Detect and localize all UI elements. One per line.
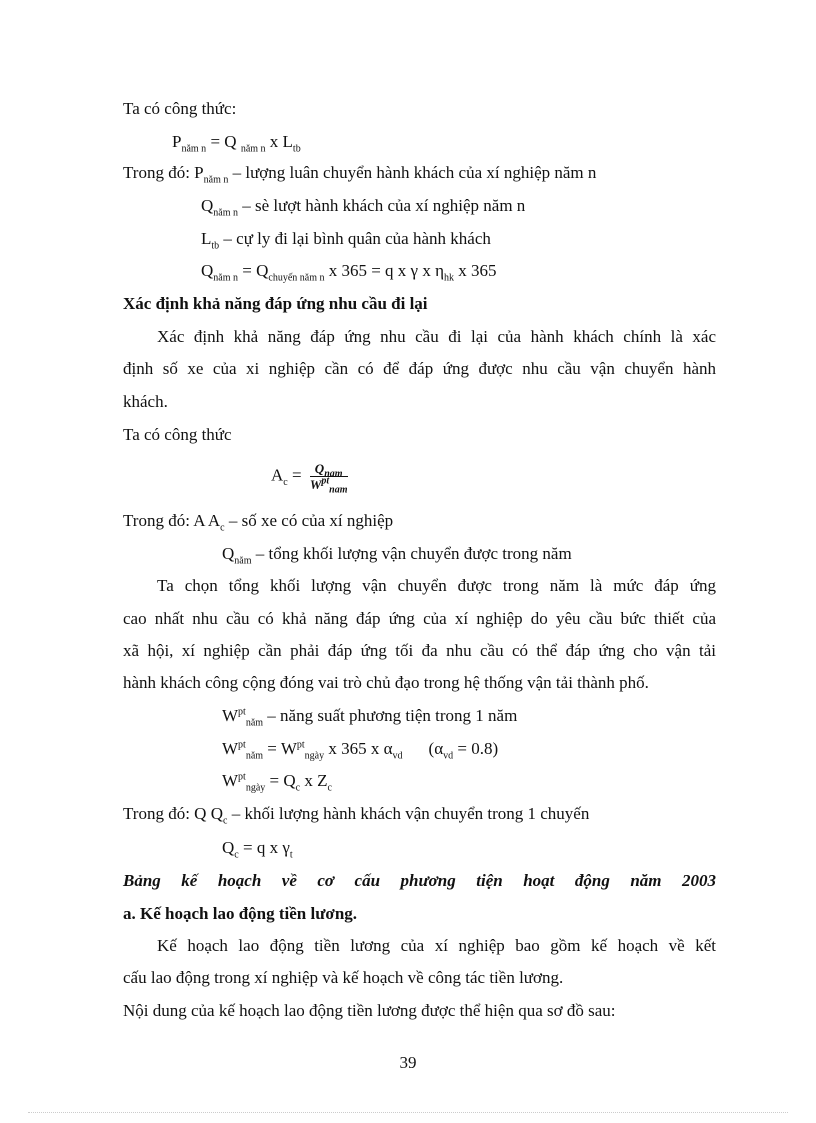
text-line: Trong đó: $P_{năm n}$ – lượng luân chuyển hành khách của xí nghiệp năm n: [123, 163, 597, 186]
text-line: $L_{tb}$ – cự ly đi lại bình quân của hành khách: [201, 229, 491, 252]
paragraph-line: Nội dung của kế hoạch lao động tiền lương được thể hiện qua sơ đồ sau:: [123, 1001, 616, 1020]
formula-w-day: $W^{pt}_{ngày} = Q_c$ x $Z_c$: [222, 771, 332, 794]
paragraph-line: Ta chọn tổng khối lượng vận chuyển được trong năm là mức đáp ứng: [157, 576, 716, 595]
text-line: Ta có công thức: [123, 425, 232, 444]
paragraph-line: cao nhất nhu cầu có khả năng đáp ứng của xí nghiệp do yêu cầu bức thiết của: [123, 609, 716, 628]
page-number: 39: [399, 1053, 417, 1072]
paragraph-line: xã hội, xí nghiệp cần phải đáp ứng tối đa nhu cầu có thể đáp ứng cho vận tải: [123, 641, 716, 660]
section-heading: Xác định khả năng đáp ứng nhu cầu đi lại: [123, 294, 428, 313]
formula-p-year: $P_{năm n} = Q$ $_{năm n}$ x $L_{tb}$: [172, 132, 301, 155]
formula-w-year: $W^{pt}_{năm} = W^{pt}_{ngày}$ x 365 x $\alpha_{vd}$ $(\alpha_{vd} = 0.8)$: [222, 739, 499, 762]
formula-q-year: $Q_{năm n} = Q_{chuyến năm n}$ x 365 = q x γ x $\eta_{hk}$ x 365: [201, 261, 497, 284]
text-line: $W^{pt}_{năm}$ – năng suất phương tiện trong 1 năm: [222, 706, 518, 729]
paragraph-line: khách.: [123, 392, 168, 411]
text-line: $Q_{năm n}$ – sè lượt hành khách của xí nghiệp năm n: [201, 196, 526, 219]
paragraph-line: cấu lao động trong xí nghiệp và kế hoạch về công tác tiền lương.: [123, 968, 564, 987]
fraction: $\frac{Q_{nam}}{W^{pt}_{nam}}$: [309, 461, 348, 496]
text-line: Trong đó: Q $Q_c$ – khối lượng hành khách vận chuyển trong 1 chuyến: [123, 804, 590, 827]
section-heading: a. Kế hoạch lao động tiền lương.: [123, 904, 358, 923]
paragraph-line: Xác định khả năng đáp ứng nhu cầu đi lại của hành khách chính là xác: [157, 327, 716, 346]
formula-ac: $A_c$ = $\frac{Q_{nam}}{W^{pt}_{nam}}$: [271, 461, 348, 496]
text-line: Ta có công thức:: [123, 99, 237, 118]
paragraph-line: Kế hoạch lao động tiền lương của xí nghiệp bao gồm kế hoạch về kết: [157, 936, 716, 955]
paragraph-line: hành khách công cộng đóng vai trò chủ đạo trong hệ thống vận tải thành phố.: [123, 673, 649, 692]
text-line: $Q_{năm}$ – tổng khối lượng vận chuyển được trong năm: [222, 544, 572, 567]
footer-divider: [28, 1112, 788, 1113]
formula-qc: $Q_c = q$ x $\gamma_t$: [222, 838, 293, 861]
table-caption: Bảng kế hoạch về cơ cấu phương tiện hoạt động năm 2003: [123, 871, 716, 890]
text-line: Trong đó: A $A_c$ – số xe có của xí nghiệp: [123, 511, 394, 534]
paragraph-line: định số xe của xi nghiệp cần có để đáp ứng được nhu cầu vận chuyển hành: [123, 359, 716, 378]
